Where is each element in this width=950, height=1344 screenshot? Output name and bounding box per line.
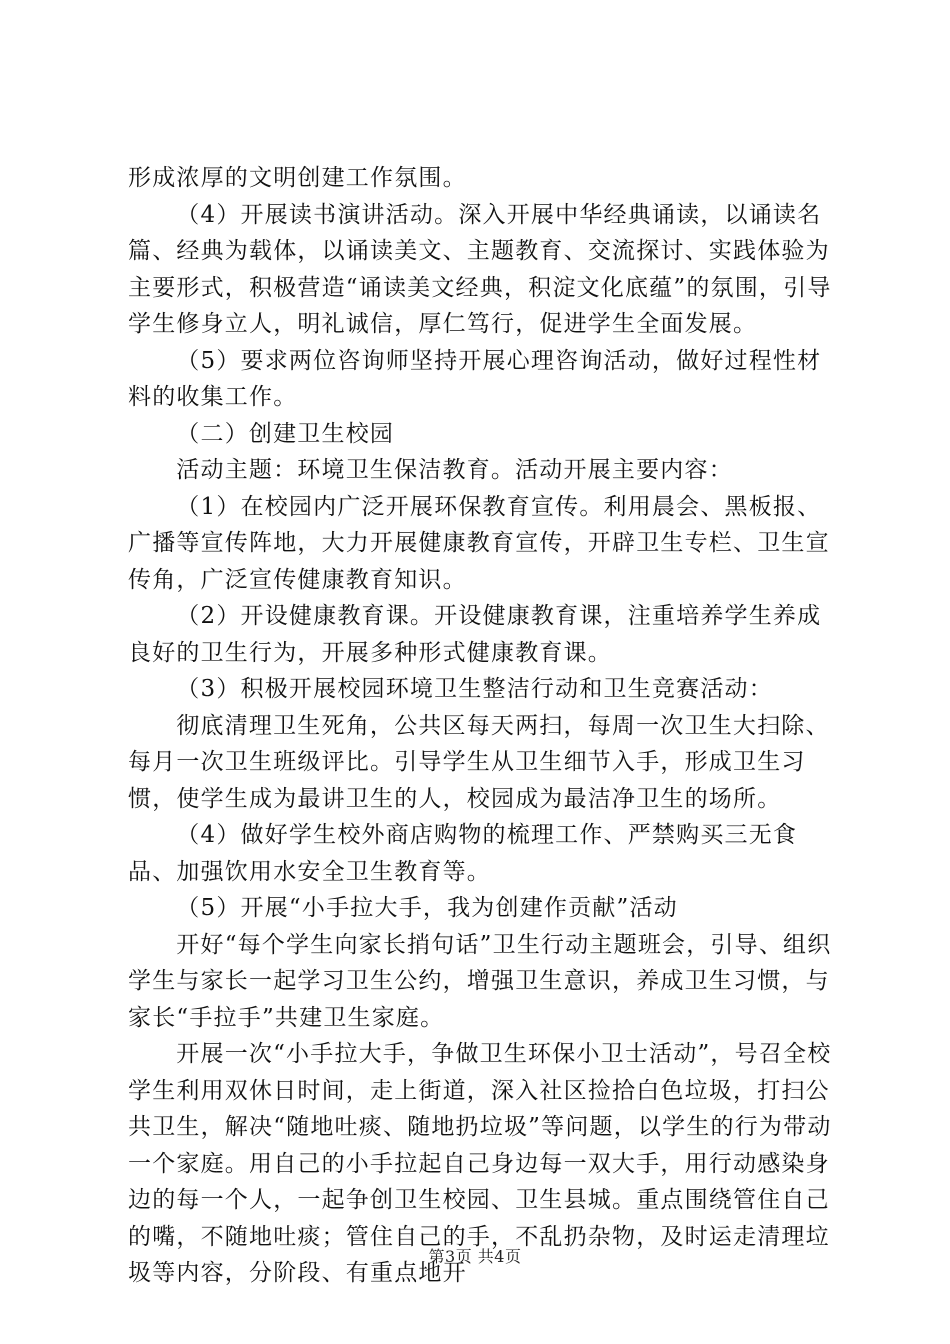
paragraph-6: （1）在校园内广泛开展环保教育宣传。利用晨会、黑板报、广播等宣传阵地，大力开展健康教育宣传，开辟卫生专栏、卫生宣传角，广泛宣传健康教育知识。 <box>128 493 830 593</box>
paragraph-8: （3）积极开展校园环境卫生整洁行动和卫生竞赛活动： <box>176 676 773 702</box>
paragraph-5: 活动主题：环境卫生保洁教育。活动开展主要内容： <box>176 457 733 483</box>
paragraph-13: 开展一次“小手拉大手，争做卫生环保小卫士活动”，号召全校学生利用双休日时间，走上街道，深入社区捡拾白色垃圾，打扫公共卫生，解决“随地吐痰、随地扔垃圾”等问题，以学生的行为带动一个家庭。用自己的小手拉起自己身边每一双大手，用行动感染身边的每一个人，一起争创卫生校园、卫生县城。重点围绕管住自己的嘴，不随地吐痰；管住自己的手，不乱扔杂物，及时运走清理垃圾等内容，分阶段、有重点地开 <box>128 1041 832 1286</box>
paragraph-2: （4）开展读书演讲活动。深入开展中华经典诵读，以诵读名篇、经典为载体，以诵读美文、主题教育、交流探讨、实践体验为主要形式，积极营造“诵读美文经典，积淀文化底蕴”的氛围，引导学生修身立人，明礼诚信，厚仁笃行，促进学生全面发展。 <box>128 201 832 337</box>
paragraph-7: （2）开设健康教育课。开设健康教育课，注重培养学生养成良好的卫生行为，开展多种形式健康教育课。 <box>128 603 822 666</box>
document-body <box>128 160 833 1292</box>
page-number-label: 第3页 共4页 <box>428 1247 522 1266</box>
paragraph-11: （5）开展“小手拉大手，我为创建作贡献”活动 <box>176 895 678 921</box>
paragraph-12: 开好“每个学生向家长捎句话”卫生行动主题班会，引导、组织学生与家长一起学习卫生公约，增强卫生意识，养成卫生习惯，与家长“手拉手”共建卫生家庭。 <box>128 931 832 1031</box>
page-footer <box>0 1244 950 1267</box>
paragraph-9: 彻底清理卫生死角，公共区每天两扫，每周一次卫生大扫除、每月一次卫生班级评比。引导学生从卫生细节入手，形成卫生习惯，使学生成为最讲卫生的人，校园成为最洁净卫生的场所。 <box>128 712 830 812</box>
paragraph-10: （4）做好学生校外商店购物的梳理工作、严禁购买三无食品、加强饮用水安全卫生教育等。 <box>128 822 798 885</box>
paragraph-3: （5）要求两位咨询师坚持开展心理咨询活动，做好过程性材料的收集工作。 <box>128 347 822 410</box>
paragraph-1: 形成浓厚的文明创建工作氛围。 <box>128 165 467 191</box>
section-heading: （二）创建卫生校园 <box>176 420 395 447</box>
